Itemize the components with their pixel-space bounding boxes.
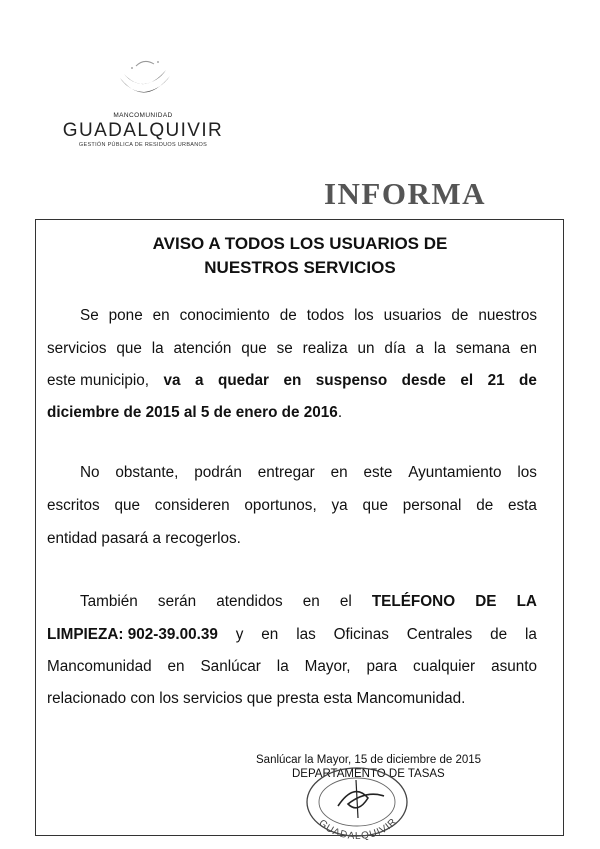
word: la [433,340,446,357]
word: podrán [194,464,242,481]
word: y [235,626,244,643]
word: LA [516,593,537,610]
logo-name: GUADALQUIVIR [62,120,224,141]
word: todos [306,307,345,324]
word: obstante, [115,464,179,481]
word: ya [331,497,348,514]
word: DE [475,593,497,610]
word: Centrales [406,626,473,643]
word: día [384,340,406,357]
paragraph-1-line-2 [47,340,537,358]
word: el [460,372,474,389]
paragraph-2-line-3: entidad pasará a recogerlos. [47,530,241,547]
word: quedar [217,372,269,389]
paragraph-1-line-4 [47,404,537,422]
word: nuestros [478,307,537,324]
word: personal [402,497,462,514]
word: Sanlúcar [200,658,261,675]
paragraph-3-line-2 [47,626,537,644]
paragraph-1-line-3 [47,372,537,390]
word: 21 [487,372,505,389]
word: en [261,626,279,643]
paragraph-3-line-1 [80,593,537,611]
notice-heading-line-1: AVISO A TODOS LOS USUARIOS DE [152,234,448,253]
word: en [302,593,320,610]
word: Oficinas [333,626,389,643]
word: TELÉFONO [371,593,456,610]
word: las [296,626,316,643]
word: serán [157,593,197,610]
mancomunidad-logo [58,48,228,148]
paragraph-1-line-1 [80,307,537,325]
word: que [114,497,141,514]
word: oportunos, [244,497,317,514]
word: servicios [47,340,107,357]
stamp-text: GUADALQUIVIR [316,816,400,840]
word: consideren [154,497,230,514]
svg-text:GUADALQUIVIR [316,816,399,840]
word: la [151,340,164,357]
word: cualquier [413,658,476,675]
word: para [366,658,398,675]
signature-mark [338,792,384,808]
paragraph-1-line-4-bold: diciembre de 2015 al 5 de enero de 2016 [47,404,338,421]
word: esta [508,497,537,514]
word: a [194,372,204,389]
word: Se [80,307,99,324]
word: los [354,307,374,324]
word: atención [173,340,232,357]
informa-title: INFORMA [323,176,487,211]
word: la [276,658,289,675]
word: en [519,340,537,357]
logo-subtitle: GESTIÓN PÚBLICA DE RESIDUOS URBANOS [78,142,208,148]
paragraph-2-line-1 [80,464,537,482]
word: escritos [47,497,100,514]
word: que [116,340,142,357]
word: en [167,658,185,675]
word: desde [401,372,446,389]
word: va [163,372,181,389]
word: Mayor, [304,658,351,675]
paragraph-2-line-2 [47,497,537,515]
logo-emblem-icon [114,56,174,108]
word: que [241,340,267,357]
word: en [330,464,348,481]
footer-department: DEPARTAMENTO DE TASAS [292,768,445,780]
paragraph-3-line-3 [47,658,537,676]
word: en [152,307,170,324]
word: Ayuntamiento [408,464,502,481]
word: usuarios [383,307,442,324]
logo-top-line: MANCOMUNIDAD [113,112,173,119]
word: realiza [302,340,348,357]
word: También [80,593,138,610]
word: este [363,464,393,481]
word: los [517,464,537,481]
word: el [339,593,352,610]
word: atendidos [216,593,283,610]
word: se [276,340,293,357]
word: a [415,340,425,357]
word: la [525,626,537,643]
word: pone [108,307,143,324]
word: Mancomunidad [47,658,152,675]
word: en [283,372,302,389]
word: de [476,497,494,514]
word: que [362,497,388,514]
paragraph-3-line-4: relacionado con los servicios que presta esta Mancomunidad. [47,690,466,707]
footer-place-date: Sanlúcar la Mayor, 15 de diciembre de 2015 [256,754,482,766]
word: de [519,372,537,389]
notice-heading-line-2: NUESTROS SERVICIOS [204,258,396,277]
word: semana [455,340,511,357]
paragraph-3-phone: LIMPIEZA: 902-39.00.39 [47,626,218,643]
word: conocimiento [179,307,270,324]
word: un [357,340,375,357]
word: de [451,307,469,324]
word: de [490,626,508,643]
word: entregar [257,464,315,481]
word: asunto [491,658,537,675]
paragraph-1-line-4-end: . [337,404,343,421]
official-stamp [298,760,416,840]
word: No [80,464,100,481]
word: suspenso [315,372,388,389]
word: de [279,307,297,324]
paragraph-1-line-3-normal: este municipio, [47,372,150,389]
